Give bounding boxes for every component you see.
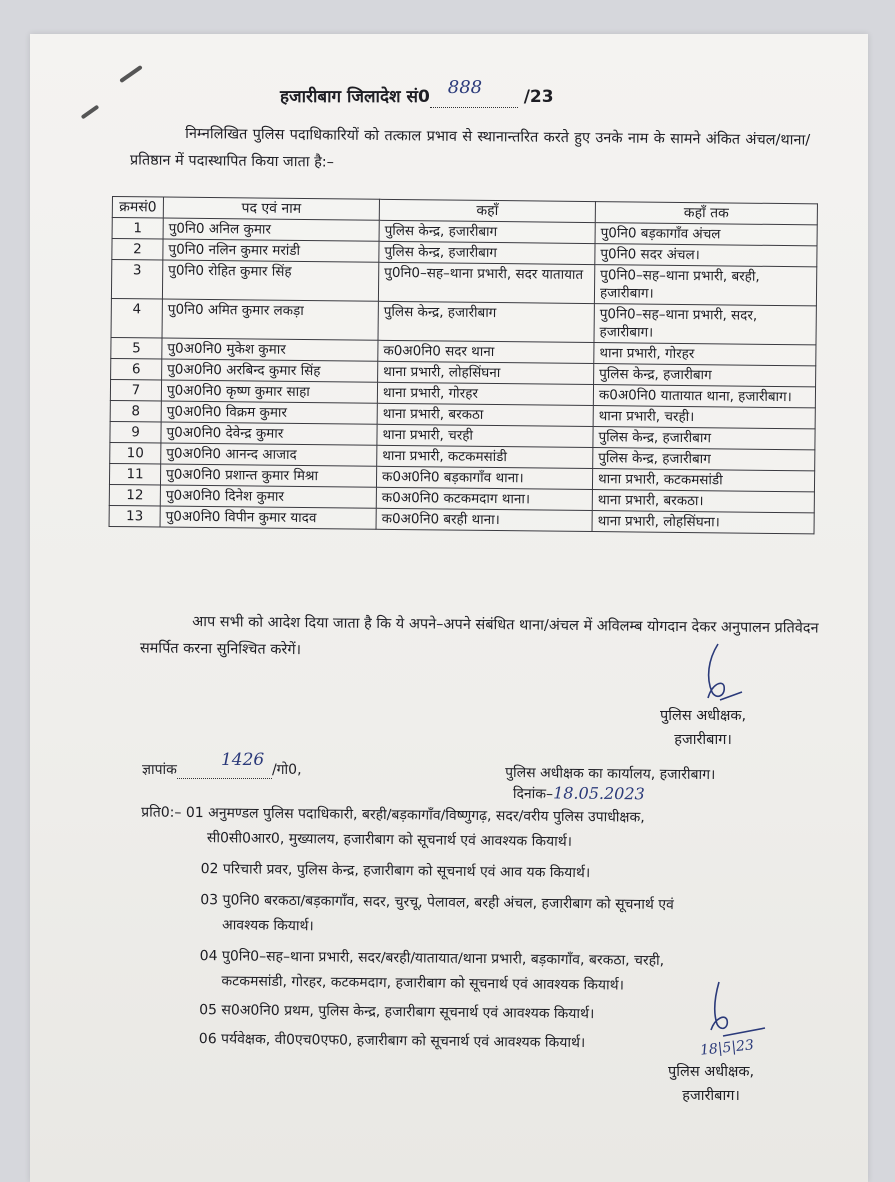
signatory-place: हजारीबाग।	[682, 1088, 740, 1104]
office-name: पुलिस अधीक्षक का कार्यालय, हजारीबाग।	[505, 764, 716, 784]
cell-name: पु0अ0नि0 देवेन्द्र कुमार	[161, 422, 377, 445]
cell-from: थाना प्रभारी, बरकठा	[377, 403, 593, 426]
cell-serial: 3	[111, 260, 162, 300]
memo-number: 1426	[220, 750, 265, 770]
order-heading	[280, 77, 554, 108]
signatory-place: हजारीबाग।	[674, 732, 732, 748]
cell-from: पुलिस केन्द्र, हजारीबाग	[379, 241, 595, 264]
cell-name: पु0अ0नि0 आनन्द आजाद	[161, 443, 377, 466]
cell-to: पुलिस केन्द्र, हजारीबाग	[593, 427, 815, 450]
signature-mark	[695, 978, 775, 1048]
cell-serial: 6	[111, 358, 162, 380]
cell-name: पु0अ0नि0 विक्रम कुमार	[161, 401, 377, 424]
heading-suffix: /23	[523, 87, 554, 107]
copy-item-cont: कटकमसांडी, गोरहर, कटकमदाग, हजारीबाग को सूचनार्थ एवं आवश्यक कियार्थ।	[221, 973, 625, 994]
cell-to: थाना प्रभारी, चरही।	[593, 406, 815, 429]
copies-prefix: प्रति0:–	[141, 804, 182, 821]
cell-serial: 10	[110, 442, 161, 464]
cell-serial: 7	[110, 379, 161, 401]
cell-from: थाना प्रभारी, कटकमसांडी	[377, 445, 593, 468]
cell-name: पु0नि0 रोहित कुमार सिंह	[162, 260, 378, 301]
col-from: कहाँ	[379, 199, 595, 222]
cell-serial: 8	[110, 400, 161, 422]
handwritten-date: 18|5|23	[699, 1037, 755, 1059]
signatory-block-2	[668, 1060, 754, 1108]
cell-from: क0अ0नि0 बड़कागाँव थाना।	[376, 466, 592, 489]
col-name: पद एवं नाम	[163, 197, 379, 220]
copy-item-cont: आवश्यक कियार्थ।	[221, 917, 314, 935]
cell-to: क0अ0नि0 यातायात थाना, हजारीबाग।	[593, 385, 815, 408]
cell-serial: 5	[111, 337, 162, 359]
cell-from: थाना प्रभारी, लोहसिंघना	[378, 361, 594, 384]
office-block	[505, 763, 716, 806]
cell-serial: 1	[112, 218, 163, 240]
cell-name: पु0नि0 नलिन कुमार मरांडी	[163, 239, 379, 262]
memo-line	[142, 750, 302, 779]
signatory-title: पुलिस अधीक्षक,	[660, 708, 747, 724]
cell-to: पुलिस केन्द्र, हजारीबाग	[594, 364, 816, 387]
cell-to: पु0नि0–सह–थाना प्रभारी, सदर, हजारीबाग।	[594, 304, 816, 345]
cell-serial: 13	[109, 505, 160, 527]
cell-serial: 9	[110, 421, 161, 443]
cell-to: थाना प्रभारी, गोरहर	[594, 343, 816, 366]
copy-item: 02 परिचारी प्रवर, पुलिस केन्द्र, हजारीबाग को सूचनार्थ एवं आव यक कियार्थ।	[200, 861, 591, 882]
cell-from: पु0नि0–सह–थाना प्रभारी, सदर यातायात	[378, 262, 594, 303]
cell-name: पु0नि0 अमित कुमार लकड़ा	[162, 299, 378, 340]
intro-paragraph: निम्नलिखित पुलिस पदाधिकारियों को तत्काल प्रभाव से स्थानान्तरित करते हुए उनके नाम के सामने अंकित अंचल/थाना/प्रतिष्ठान में पदास्थापित किया जाता है:–	[129, 126, 811, 171]
cell-name: पु0अ0नि0 मुकेश कुमार	[162, 338, 378, 361]
cell-to: पु0नि0 सदर अंचल।	[595, 244, 817, 267]
cell-serial: 2	[112, 239, 163, 261]
cell-from: पुलिस केन्द्र, हजारीबाग	[378, 301, 594, 342]
cell-from: क0अ0नि0 सदर थाना	[378, 340, 594, 363]
cell-to: पु0नि0–सह–थाना प्रभारी, बरही, हजारीबाग।	[594, 265, 816, 306]
signature-mark	[690, 640, 750, 710]
cell-from: थाना प्रभारी, गोरहर	[377, 382, 593, 405]
cell-name: पु0नि0 अनिल कुमार	[163, 218, 379, 241]
order-paragraph: आप सभी को आदेश दिया जाता है कि ये अपने–अपने संबंधित थाना/अंचल में अविलम्ब योगदान देकर अनुपालन प्रतिवेदन समर्पित करना सुनिश्चित करेगें।	[139, 613, 819, 659]
col-to: कहाँ तक	[595, 202, 817, 225]
cell-to: थाना प्रभारी, बरकठा।	[592, 490, 814, 513]
heading-prefix: हजारीबाग जिलादेश सं0	[280, 87, 430, 107]
memo-label: ज्ञापांक	[142, 762, 177, 778]
date-value: 18.05.2023	[553, 783, 645, 804]
cell-from: क0अ0नि0 कटकमदाग थाना।	[376, 487, 592, 510]
cell-to: थाना प्रभारी, कटकमसांडी	[592, 469, 814, 492]
cell-to: पुलिस केन्द्र, हजारीबाग	[593, 448, 815, 471]
signatory-title: पुलिस अधीक्षक,	[668, 1064, 755, 1080]
copy-item: 04 पु0नि0–सह–थाना प्रभारी, सदर/बरही/यातायात/थाना प्रभारी, बड़कागाँव, बरकठा, चरही,	[199, 948, 665, 969]
transfer-table	[109, 196, 818, 534]
cell-serial: 11	[109, 463, 160, 485]
copy-item: 01 अनुमण्डल पुलिस पदाधिकारी, बरही/बड़कागाँव/विष्णुगढ़, सदर/वरीय पुलिस उपाधीक्षक,	[185, 804, 645, 826]
order-number-field	[430, 77, 518, 108]
cell-name: पु0अ0नि0 कृष्ण कुमार साहा	[161, 380, 377, 403]
cell-from: थाना प्रभारी, चरही	[377, 424, 593, 447]
col-serial: क्रमसं0	[112, 197, 163, 219]
copy-item-cont: सी0सी0आर0, मुख्यालय, हजारीबाग को सूचनार्थ एवं आवश्यक कियार्थ।	[206, 830, 573, 850]
signatory-block	[660, 704, 746, 752]
cell-from: क0अ0नि0 बरही थाना।	[376, 508, 592, 531]
copy-item: 06 पर्यवेक्षक, वी0एच0एफ0, हजारीबाग को सूचनार्थ एवं आवश्यक कियार्थ।	[198, 1031, 586, 1052]
cell-serial: 12	[109, 484, 160, 506]
cell-serial: 4	[111, 298, 162, 338]
memo-suffix: /गो0,	[271, 762, 302, 778]
cell-to: पु0नि0 बड़कागाँव अंचल	[595, 223, 817, 246]
memo-number-field	[177, 750, 272, 779]
order-number: 888	[447, 77, 483, 98]
copy-item: 05 स0अ0नि0 प्रथम, पुलिस केन्द्र, हजारीबाग सूचनार्थ एवं आवश्यक कियार्थ।	[199, 1002, 595, 1023]
copy-item: 03 पु0नि0 बरकठा/बड़कागाँव, सदर, चुरचू, पेलावल, बरही अंचल, हजारीबाग को सूचनार्थ एवं	[200, 892, 674, 914]
cell-name: पु0अ0नि0 दिनेश कुमार	[160, 485, 376, 508]
cell-name: पु0अ0नि0 प्रशान्त कुमार मिश्रा	[160, 464, 376, 487]
date-label: दिनांक–	[512, 785, 554, 803]
cell-name: पु0अ0नि0 अरबिन्द कुमार सिंह	[162, 359, 378, 382]
cell-name: पु0अ0नि0 विपीन कुमार यादव	[160, 506, 376, 529]
cell-from: पुलिस केन्द्र, हजारीबाग	[379, 220, 595, 243]
cell-to: थाना प्रभारी, लोहसिंघना।	[592, 511, 814, 534]
